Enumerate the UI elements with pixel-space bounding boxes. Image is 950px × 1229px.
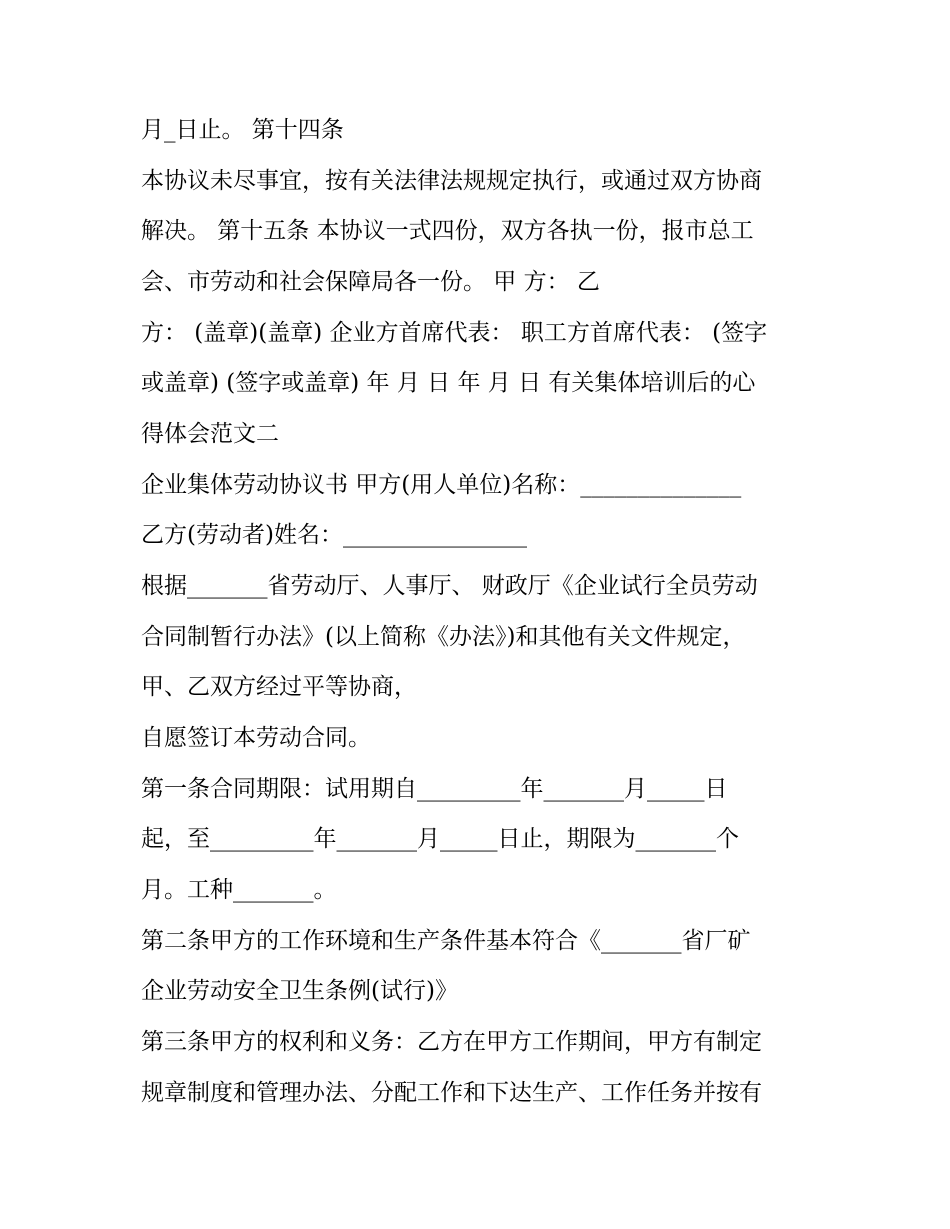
text-line: 第三条甲方的权利和义务：乙方在甲方工作期间，甲方有制定 xyxy=(141,1029,762,1055)
text-line: 规章制度和管理办法、分配工作和下达生产、工作任务并按有 xyxy=(141,1080,762,1106)
text-line: 解决。 第十五条 本协议一式四份，双方各执一份，报市总工 xyxy=(141,218,754,244)
text-line: 月_日止。 第十四条 xyxy=(141,117,344,143)
text-line: 企业劳动安全卫生条例(试行)》 xyxy=(141,978,458,1004)
text-line: 会、市劳动和社会保障局各一份。 甲 方： 乙 xyxy=(141,269,600,295)
text-line: 自愿签订本劳动合同。 xyxy=(141,725,371,751)
text-line: 起，至_________年_______月_____日止，期限为_______个 xyxy=(141,826,739,852)
text-line: 合同制暂行办法》(以上简称《办法》)和其他有关文件规定， xyxy=(141,624,746,650)
text-line: 本协议未尽事宜，按有关法律法规规定执行，或通过双方协商 xyxy=(141,168,762,194)
text-line: 第二条甲方的工作环境和生产条件基本符合《_______省厂矿 xyxy=(141,928,751,954)
text-line: 得体会范文二 xyxy=(141,421,279,447)
text-line: 月。工种_______。 xyxy=(141,877,337,903)
text-line: 方： (盖章)(盖章) 企业方首席代表： 职工方首席代表： (签字 xyxy=(141,320,768,346)
text-line: 甲、乙双方经过平等协商， xyxy=(141,674,417,700)
text-line: 企业集体劳动协议书 甲方(用人单位)名称：______________ xyxy=(141,472,742,498)
text-line: 或盖章) (签字或盖章) 年 月 日 年 月 日 有关集体培训后的心 xyxy=(141,370,756,396)
text-line: 第一条合同期限：试用期自_________年_______月_____日 xyxy=(141,776,728,802)
text-line: 乙方(劳动者)姓名：________________ xyxy=(141,522,527,548)
text-line: 根据_______省劳动厅、人事厅、 财政厅《企业试行全员劳动 xyxy=(141,573,758,599)
